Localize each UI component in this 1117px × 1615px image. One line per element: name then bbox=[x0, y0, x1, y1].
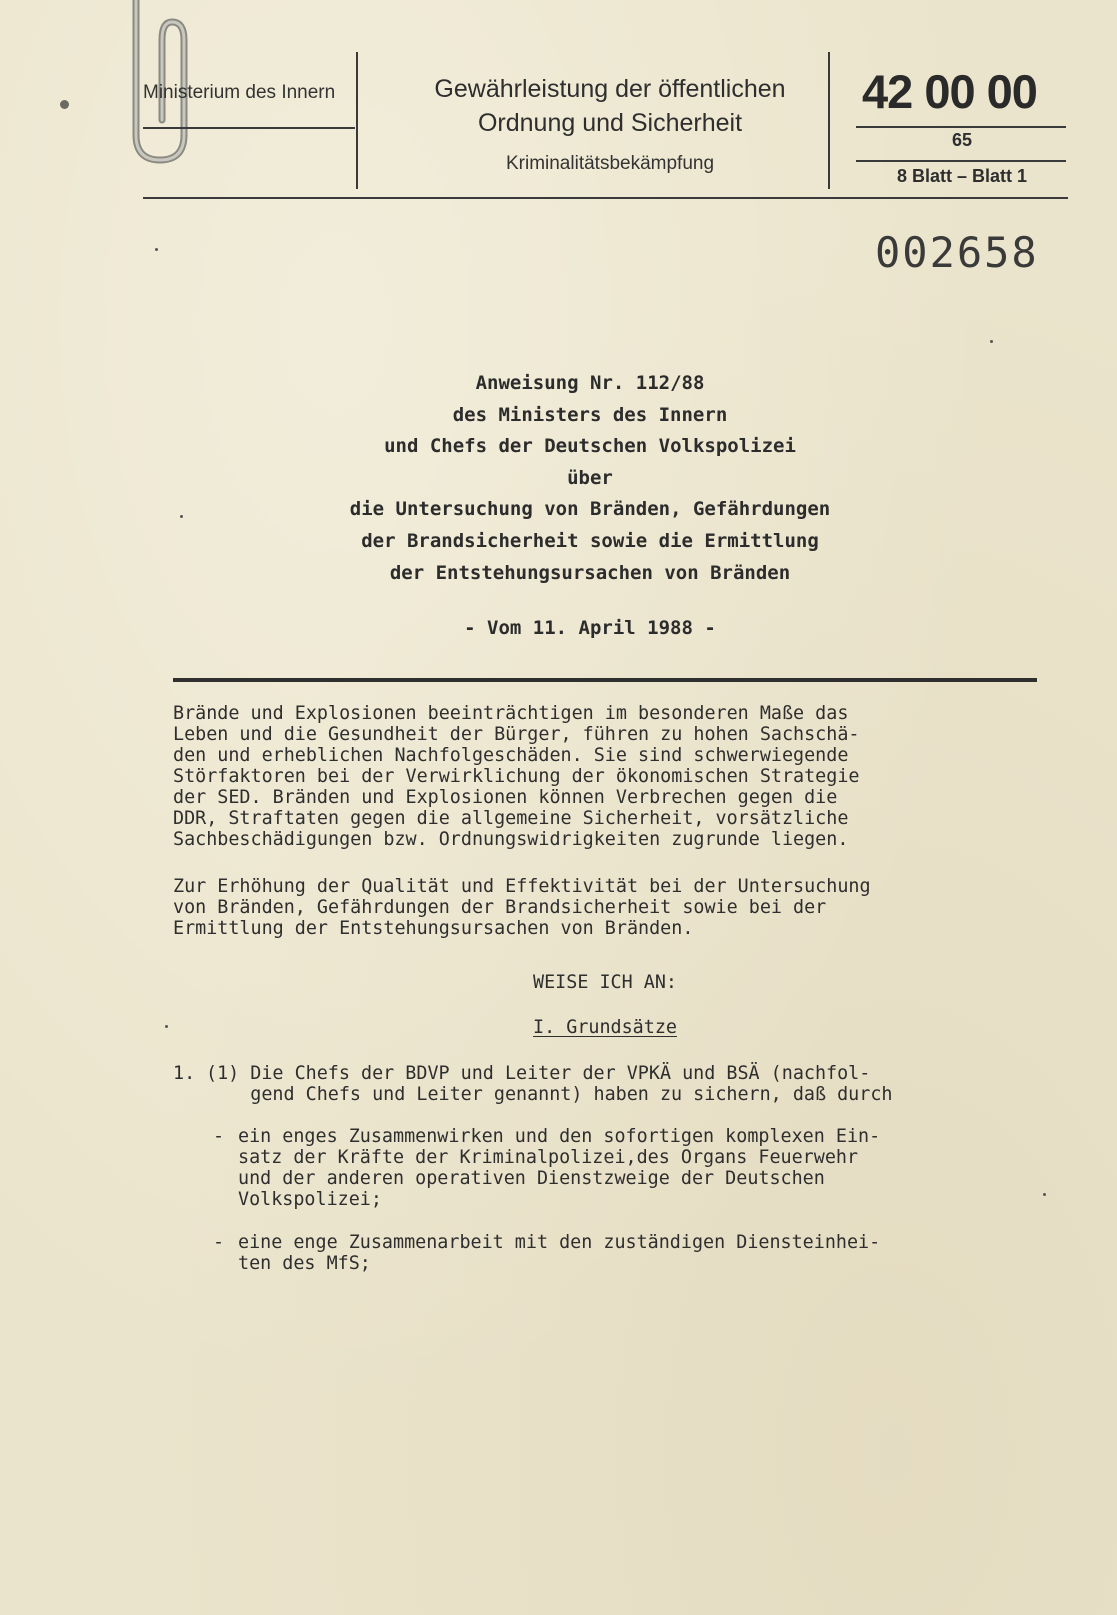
speck bbox=[990, 340, 993, 343]
header-bottom-rule bbox=[143, 197, 1068, 199]
bullet-item: eine enge Zusammenarbeit mit den zuständigen Diensteinhei- ten des MfS; bbox=[238, 1232, 881, 1274]
header-underline bbox=[856, 160, 1066, 162]
header-divider bbox=[828, 52, 830, 189]
header-subtitle: Kriminalitätsbekämpfung bbox=[505, 153, 715, 174]
title-line: und Chefs der Deutschen Volkspolizei bbox=[384, 435, 796, 458]
header-divider bbox=[356, 52, 358, 189]
title-line: der Entstehungsursachen von Bränden bbox=[389, 561, 791, 584]
item-text: (1) Die Chefs der BDVP und Leiter der VPKÄ und BSÄ (nachfol- gend Chefs und Leiter genannt) haben zu sichern, daß durch bbox=[206, 1063, 893, 1105]
title-line: des Ministers des Innern bbox=[452, 403, 728, 426]
header-title-line: Gewährleistung der öffentlichen bbox=[434, 75, 786, 103]
header-title bbox=[395, 72, 825, 140]
paragraph-purpose: Zur Erhöhung der Qualität und Effektivität bei der Untersuchung von Bränden, Gefährdungen der Brandsicherheit sowie bei der Ermittlung der Entstehungsursachen von Bränden. bbox=[173, 876, 871, 939]
title-line: der Brandsicherheit sowie die Ermittlung bbox=[361, 529, 819, 552]
document-date: - Vom 11. April 1988 - bbox=[464, 617, 716, 639]
paragraph-preamble: Brände und Explosionen beeinträchtigen im besonderen Maße das Leben und die Gesundheit der Bürger, führen zu hohen Sachschä- den und erheblichen Nachfolgeschäden. Sie sind schwerwiegende Störfaktoren bei der Verwirklichung der ökonomischen Strategie der SED. Bränden und Explosionen können Verbrechen gegen die DDR, Straftaten gegen die allgemeine Sicherheit, vorsätzliche Sachbeschädigungen bzw. Ordnungswidrigkeiten zugrunde liegen. bbox=[173, 703, 860, 850]
title-line: über bbox=[567, 466, 613, 489]
title-line: Anweisung Nr. 112/88 bbox=[475, 372, 705, 394]
stamp-number: 002658 bbox=[875, 228, 1039, 277]
header-underline bbox=[856, 126, 1066, 128]
speck bbox=[155, 248, 158, 251]
file-code-sub: 65 bbox=[951, 130, 973, 150]
bullet-dash: - bbox=[213, 1232, 225, 1253]
directive-heading: WEISE ICH AN: bbox=[533, 972, 677, 993]
section-heading-text: I. Grundsätze bbox=[533, 1017, 677, 1038]
ministry-name: Ministerium des Innern bbox=[143, 82, 336, 103]
item-number: 1. bbox=[173, 1063, 196, 1084]
sheet-info: 8 Blatt – Blatt 1 bbox=[896, 166, 1028, 186]
speck bbox=[165, 1025, 168, 1028]
punch-hole bbox=[60, 100, 69, 109]
speck bbox=[1043, 1193, 1046, 1196]
document-title bbox=[200, 368, 980, 589]
title-line: die Untersuchung von Bränden, Gefährdungen bbox=[349, 498, 831, 521]
bullet-dash: - bbox=[213, 1126, 225, 1147]
bullet-item: ein enges Zusammenwirken und den sofortigen komplexen Ein- satz der Kräfte der Kriminalpolizei,des Organs Feuerwehr und der anderen operativen Dienstzweige der Deutschen Volkspolizei; bbox=[238, 1126, 881, 1210]
header-underline bbox=[143, 127, 355, 129]
speck bbox=[180, 515, 183, 518]
section-heading bbox=[173, 1017, 1037, 1038]
file-code: 42 00 00 bbox=[862, 65, 1037, 118]
divider-rule bbox=[173, 678, 1037, 682]
header-title-line: Ordnung und Sicherheit bbox=[477, 109, 743, 137]
